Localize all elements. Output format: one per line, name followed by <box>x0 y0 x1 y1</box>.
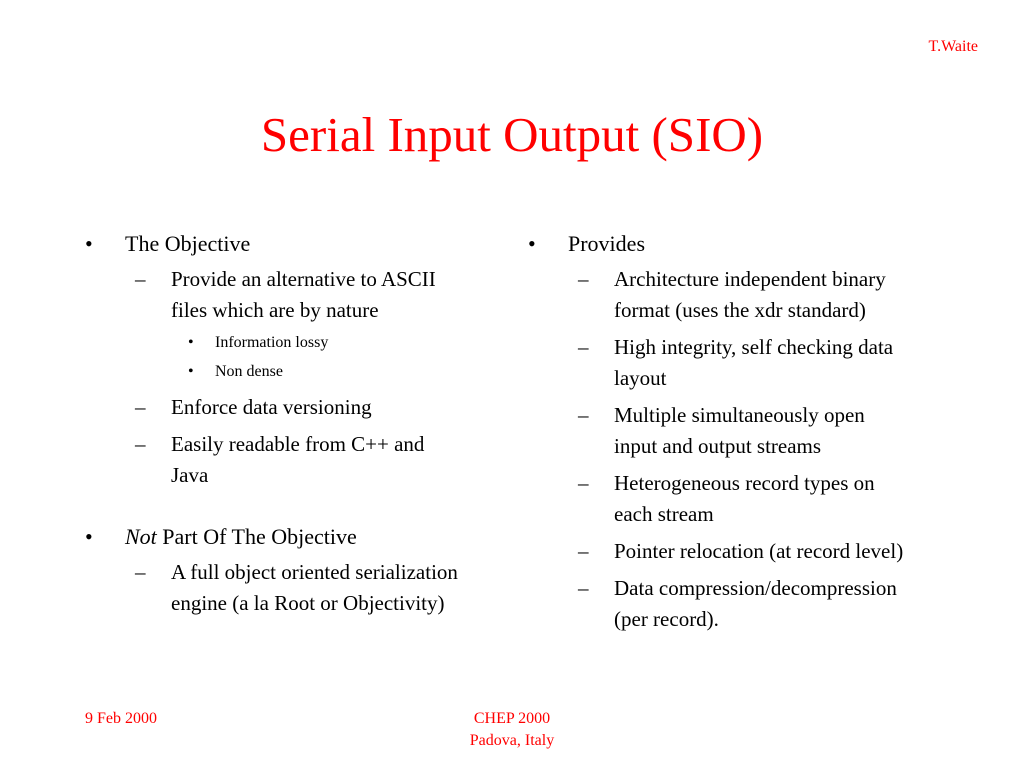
subsub-list <box>171 328 461 386</box>
sub-item <box>125 557 461 619</box>
footer-conference <box>412 708 612 752</box>
bullet-label: Part Of The Objective <box>156 524 357 549</box>
sub-item <box>568 332 904 394</box>
sub-list <box>568 264 948 635</box>
sub-item-text: Heterogeneous record types on each stream <box>614 471 875 526</box>
slide-title: Serial Input Output (SIO) <box>260 107 764 162</box>
bullet-label-emphasis: Not <box>125 524 157 549</box>
sub-list <box>125 264 505 491</box>
sub-item <box>125 429 461 491</box>
sub-item-text: Data compression/decompression (per record). <box>614 576 897 631</box>
sub-item <box>568 400 904 462</box>
sub-list <box>125 557 505 619</box>
footer-conference-location: Padova, Italy <box>469 732 555 749</box>
bullet-provides <box>528 228 948 635</box>
sub-item <box>125 392 461 423</box>
subsub-item-text: Non dense <box>215 363 283 380</box>
right-column <box>528 228 948 641</box>
dash-icon: – <box>578 267 589 291</box>
sub-item <box>568 264 904 326</box>
sub-item-text: Enforce data versioning <box>171 395 372 419</box>
bullet-not-objective <box>85 521 505 619</box>
author-label: T.Waite <box>928 38 978 55</box>
dash-icon: – <box>578 335 589 359</box>
sub-item-text: Easily readable from C++ and Java <box>171 432 425 487</box>
footer-conference-name: CHEP 2000 <box>473 710 551 727</box>
dash-icon: – <box>135 432 146 456</box>
bullet-icon: • <box>528 231 536 256</box>
sub-item-text: A full object oriented serialization engine (a la Root or Objectivity) <box>171 560 458 615</box>
bullet-icon: • <box>188 363 194 380</box>
bullet-label: Provides <box>568 231 645 256</box>
dash-icon: – <box>135 560 146 584</box>
sub-item-text: Provide an alternative to ASCII files which are by nature <box>171 267 436 322</box>
subsub-item <box>171 357 461 386</box>
bullet-icon: • <box>85 524 93 549</box>
sub-item <box>568 536 904 567</box>
bullet-objective <box>85 228 505 491</box>
sub-item-text: Architecture independent binary format (uses the xdr standard) <box>614 267 886 322</box>
sub-item <box>568 573 904 635</box>
dash-icon: – <box>135 395 146 419</box>
sub-item-text: Pointer relocation (at record level) <box>614 539 904 563</box>
left-column <box>85 228 505 625</box>
bullet-icon: • <box>188 334 194 351</box>
footer-date: 9 Feb 2000 <box>85 710 157 727</box>
bullet-label: The Objective <box>125 231 251 256</box>
subsub-item <box>171 328 461 357</box>
sub-item <box>568 468 904 530</box>
sub-item-text: High integrity, self checking data layout <box>614 335 894 390</box>
dash-icon: – <box>135 267 146 291</box>
dash-icon: – <box>578 403 589 427</box>
dash-icon: – <box>578 539 589 563</box>
dash-icon: – <box>578 576 589 600</box>
dash-icon: – <box>578 471 589 495</box>
bullet-icon: • <box>85 231 93 256</box>
sub-item-text: Multiple simultaneously open input and output streams <box>614 403 865 458</box>
sub-item <box>125 264 461 386</box>
subsub-item-text: Information lossy <box>215 334 329 351</box>
